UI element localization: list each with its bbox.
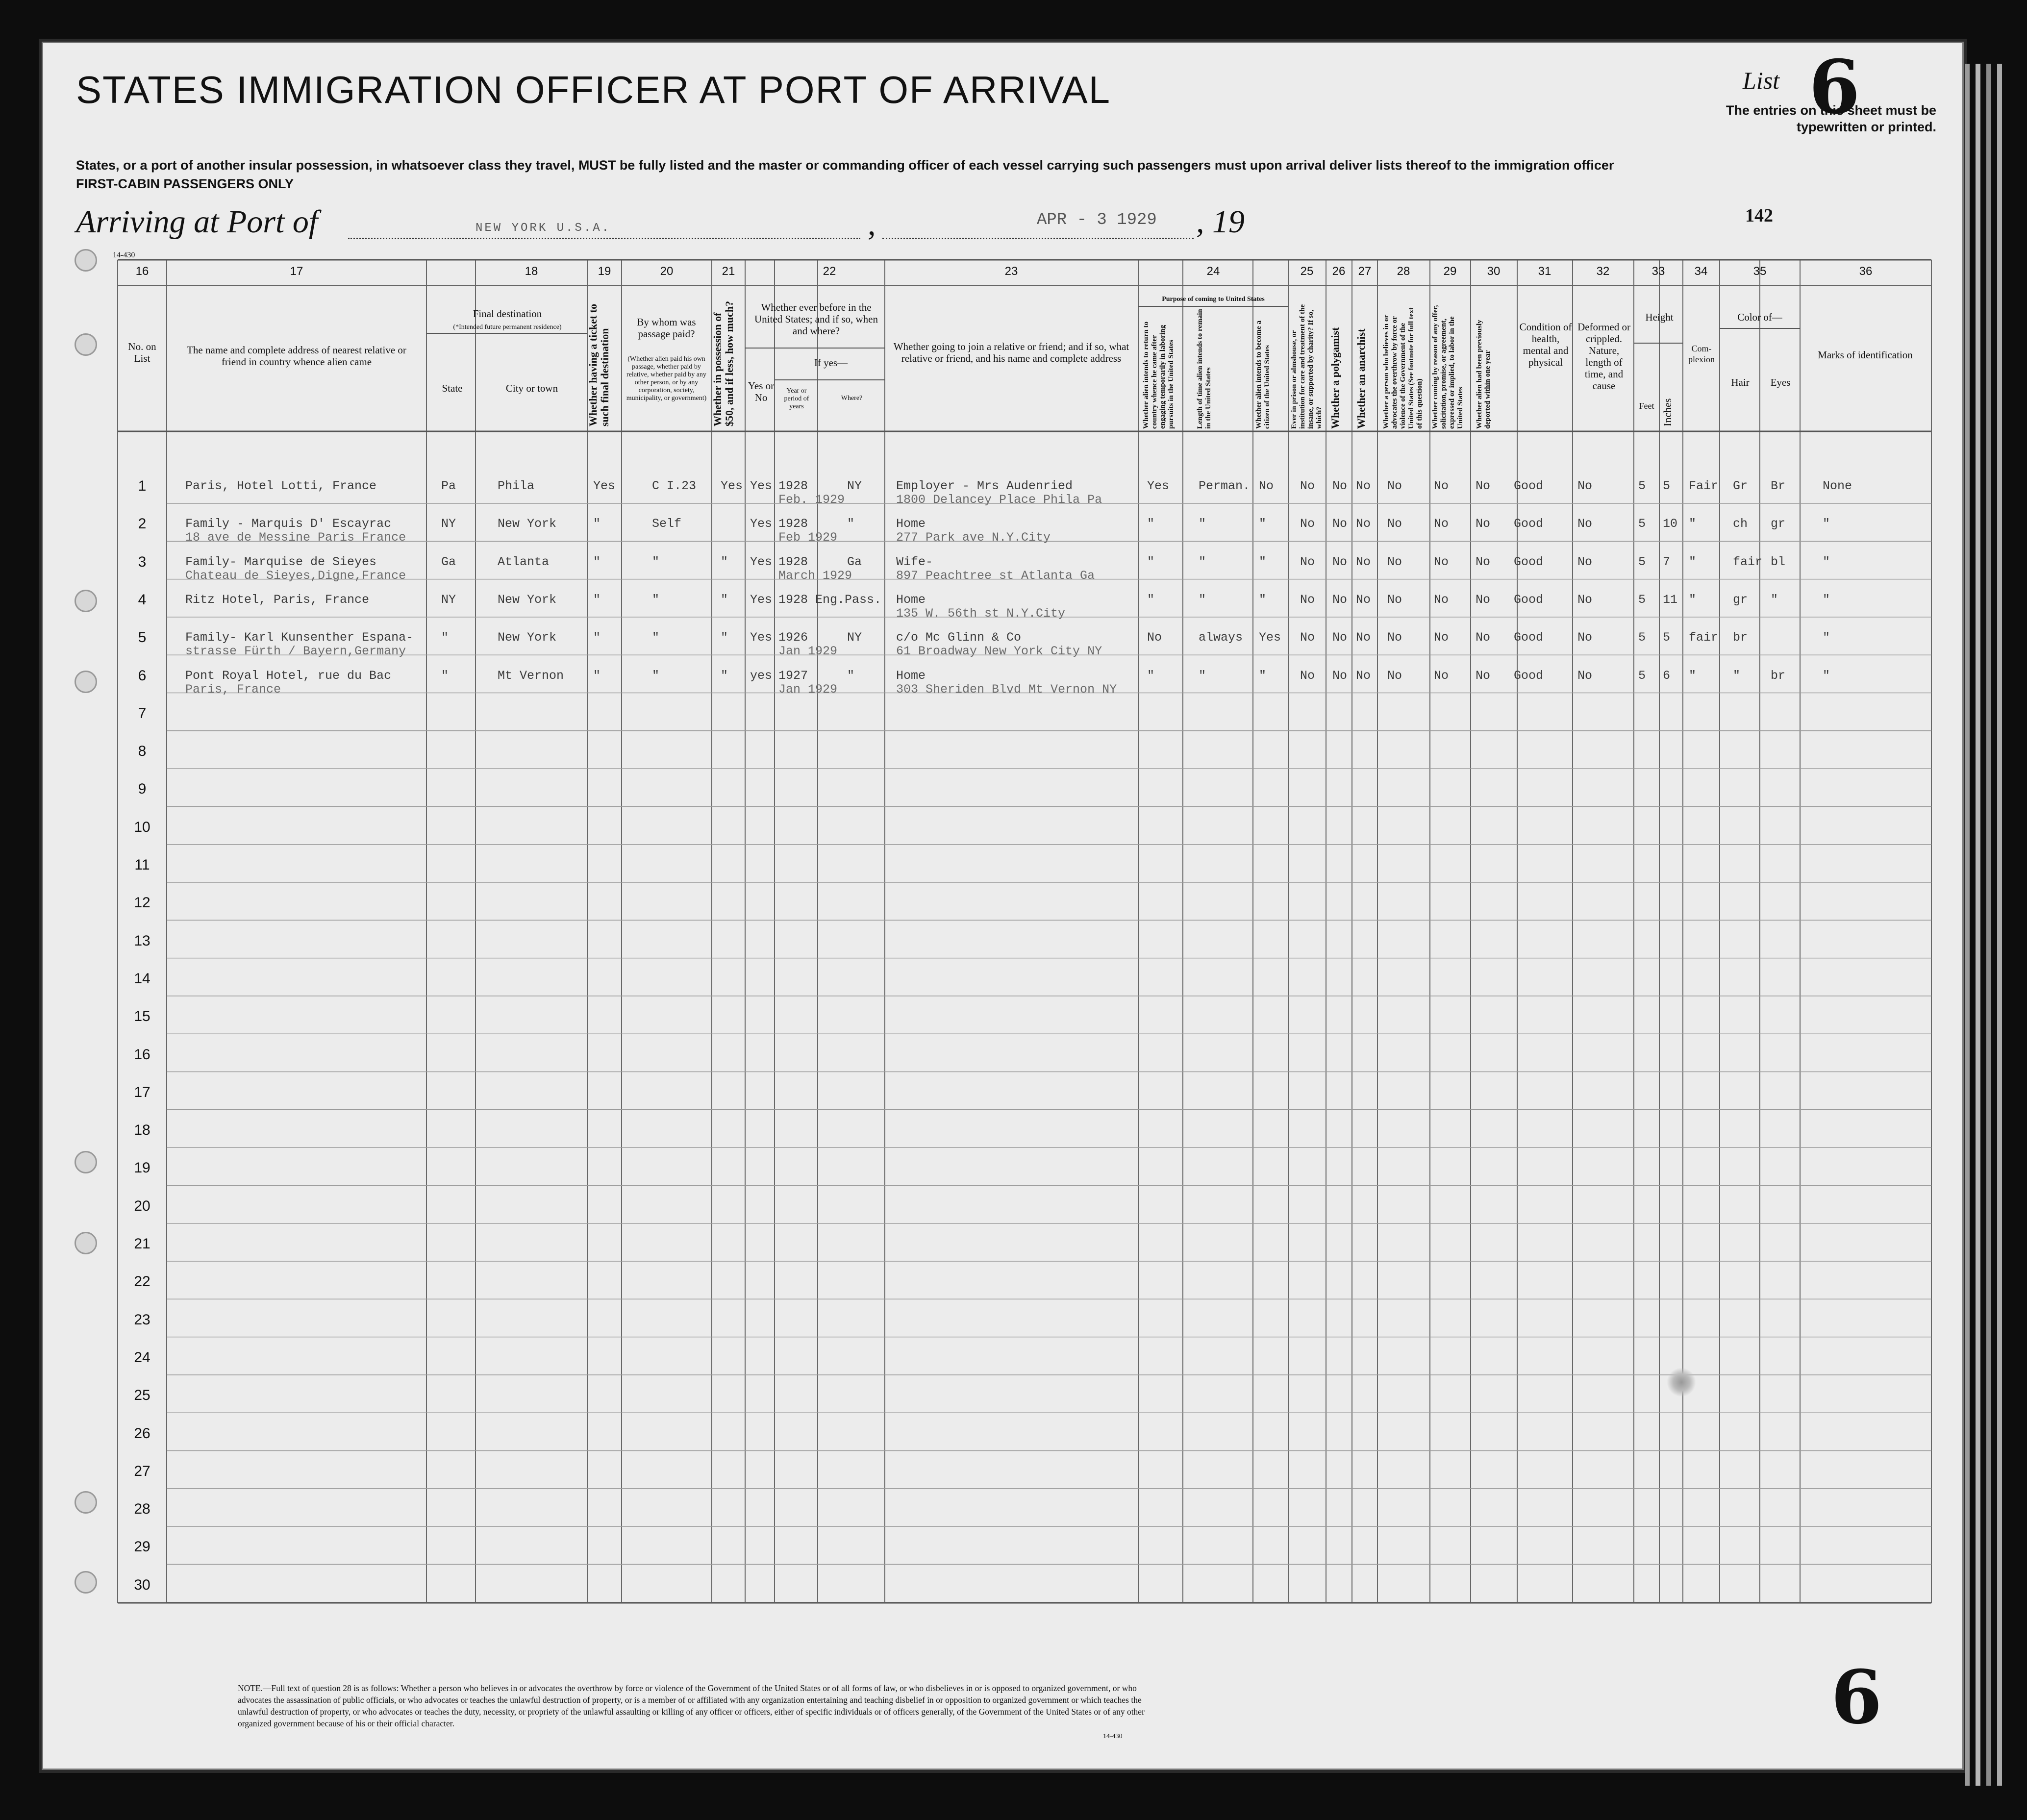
ticket-cell: " xyxy=(593,517,601,531)
header-hair: Hair xyxy=(1731,376,1750,388)
polygamist-cell: No xyxy=(1332,479,1348,493)
header-yes-or-no: Yes or No xyxy=(748,380,775,403)
year-cell: Jan 1929 xyxy=(778,644,838,659)
binder-hole xyxy=(75,671,97,693)
possession-cell: " xyxy=(721,592,728,607)
inches-cell: 7 xyxy=(1663,554,1671,569)
instructions-line: States, or a port of another insular possession, in whatsoever class they travel, MUST be fully listed and the master or commanding officer of each vessel carrying such passengers must upon arrival deliver lists thereof to the immigration officer xyxy=(76,158,1614,173)
complexion-cell: " xyxy=(1689,554,1697,569)
eyes-cell: br xyxy=(1771,668,1786,683)
complexion-cell: fair xyxy=(1689,630,1719,645)
state-cell: " xyxy=(441,630,449,645)
year-prefix: , 19 xyxy=(1196,204,1245,240)
relative-cell: Family- Marquise de Sieyes xyxy=(185,554,377,569)
header-relative: The name and complete address of nearest relative or friend in country whence alien came xyxy=(187,344,406,368)
purpose-citizen-cell: " xyxy=(1259,554,1267,569)
row-number: 14 xyxy=(134,970,150,987)
year-cell: 1928 xyxy=(778,554,808,569)
row-number: 30 xyxy=(134,1576,150,1593)
footnote-code: 14-430 xyxy=(1103,1733,1123,1740)
column-number: 34 xyxy=(1694,265,1708,278)
purpose-citizen-cell: No xyxy=(1259,479,1274,493)
ticket-cell: " xyxy=(593,630,601,645)
header-city: City or town xyxy=(505,382,558,394)
feet-cell: 5 xyxy=(1638,592,1646,607)
header-polygamist: Whether a polygamist xyxy=(1329,327,1341,429)
binder-hole xyxy=(75,1491,97,1514)
column-number: 36 xyxy=(1859,265,1873,278)
eyes-cell: Br xyxy=(1771,479,1786,493)
header-complexion: Com-plexion xyxy=(1688,344,1715,364)
question-30-cell: No xyxy=(1476,592,1491,607)
passage-cell: " xyxy=(652,668,660,683)
prison-cell: No xyxy=(1300,479,1315,493)
polygamist-cell: No xyxy=(1332,554,1348,569)
header-eyes: Eyes xyxy=(1770,376,1791,388)
question-28-cell: No xyxy=(1387,479,1402,493)
deformed-cell: No xyxy=(1577,554,1593,569)
row-number: 22 xyxy=(134,1273,150,1290)
row-number: 21 xyxy=(134,1236,150,1252)
possession-cell: Yes xyxy=(721,479,743,493)
health-cell: Good xyxy=(1514,554,1544,569)
column-number: 29 xyxy=(1443,265,1457,278)
row-number: 7 xyxy=(138,705,147,722)
header-passage: By whom was passage paid? xyxy=(637,316,696,340)
deformed-cell: No xyxy=(1577,630,1593,645)
question-28-cell: No xyxy=(1387,592,1402,607)
column-number: 19 xyxy=(598,265,611,278)
sheet-number: 142 xyxy=(1745,205,1773,226)
where-cell: " xyxy=(847,668,855,683)
question-30-cell: No xyxy=(1476,668,1491,683)
binder-hole xyxy=(75,1571,97,1594)
health-cell: Good xyxy=(1514,668,1544,683)
row-number: 8 xyxy=(138,743,147,760)
column-number: 18 xyxy=(525,265,538,278)
feet-cell: 5 xyxy=(1638,554,1646,569)
question-30-cell: No xyxy=(1476,517,1491,531)
join-relative-cell: Home xyxy=(896,592,926,607)
question-29-cell: No xyxy=(1434,592,1449,607)
entries-note: The entries on this sheet must be typewritten or printed. xyxy=(1726,103,1936,134)
header-color-of: Color of— xyxy=(1737,311,1782,323)
where-cell: NY xyxy=(847,479,862,493)
inches-cell: 5 xyxy=(1663,479,1671,493)
city-cell: Mt Vernon xyxy=(498,668,564,683)
deformed-cell: No xyxy=(1577,517,1593,531)
eyes-cell: gr xyxy=(1771,517,1786,531)
row-number: 10 xyxy=(134,819,150,835)
header-where: Where? xyxy=(841,395,863,402)
arriving-label: Arriving at Port of xyxy=(76,204,318,240)
column-number: 23 xyxy=(1004,265,1018,278)
header-final-destination: Final destination xyxy=(473,308,542,320)
row-number: 29 xyxy=(134,1539,150,1555)
header-year-period: Year or period of years xyxy=(784,387,809,410)
column-number: 24 xyxy=(1206,265,1220,278)
header-purpose-citizen: Whether alien intends to become a citizen of the United States xyxy=(1255,321,1271,429)
passage-cell: " xyxy=(652,630,660,645)
header-join-relative: Whether going to join a relative or friend; and if so, what relative or friend, and his name and complete address xyxy=(893,341,1129,364)
row-number: 16 xyxy=(134,1046,150,1063)
ticket-cell: " xyxy=(593,554,601,569)
column-number: 16 xyxy=(135,265,149,278)
where-cell: " xyxy=(847,517,855,531)
anarchist-cell: No xyxy=(1356,630,1371,645)
relative-cell: Pont Royal Hotel, rue du Bac xyxy=(185,668,392,683)
passage-cell: " xyxy=(652,592,660,607)
question-30-cell: No xyxy=(1476,630,1491,645)
row-number: 25 xyxy=(134,1387,150,1404)
question-28-cell: No xyxy=(1387,668,1402,683)
anarchist-cell: No xyxy=(1356,479,1371,493)
header-question-29: Whether coming by reason of any offer, solicitation, promise, or agreement, expressed or implied, to labor in the United States xyxy=(1431,305,1464,429)
relative-cell: Paris, France xyxy=(185,682,281,697)
polygamist-cell: No xyxy=(1332,630,1348,645)
hair-cell: Gr xyxy=(1733,479,1748,493)
state-cell: Pa xyxy=(441,479,456,493)
column-number: 35 xyxy=(1753,265,1767,278)
row-number: 28 xyxy=(134,1501,150,1518)
possession-cell: " xyxy=(721,668,728,683)
header-question-30: Whether alien had been previously deported within one year xyxy=(1476,320,1492,429)
join-relative-cell: Employer - Mrs Audenried xyxy=(896,479,1073,493)
deformed-cell: No xyxy=(1577,592,1593,607)
relative-cell: Family- Karl Kunsenther Espana- xyxy=(185,630,414,645)
prison-cell: No xyxy=(1300,668,1315,683)
possession-cell: " xyxy=(721,554,728,569)
purpose-length-cell: always xyxy=(1199,630,1243,645)
row-number: 13 xyxy=(134,932,150,949)
passage-cell: C I.23 xyxy=(652,479,697,493)
header-marks: Marks of identification xyxy=(1818,349,1913,361)
city-cell: New York xyxy=(498,517,557,531)
eyes-cell: bl xyxy=(1771,554,1786,569)
column-number: 21 xyxy=(722,265,735,278)
purpose-citizen-cell: " xyxy=(1259,668,1267,683)
inches-cell: 10 xyxy=(1663,517,1678,531)
row-number: 19 xyxy=(134,1160,150,1176)
relative-cell: Paris, Hotel Lotti, France xyxy=(185,479,377,493)
before-yes-no-cell: Yes xyxy=(750,592,773,607)
ticket-cell: " xyxy=(593,592,601,607)
port-value: NEW YORK U.S.A. xyxy=(475,222,611,235)
prison-cell: No xyxy=(1300,554,1315,569)
year-cell: 1928 xyxy=(778,517,808,531)
join-relative-cell: 277 Park ave N.Y.City xyxy=(896,530,1051,545)
purpose-length-cell: Perman. xyxy=(1199,479,1251,493)
polygamist-cell: No xyxy=(1332,592,1348,607)
row-number: 23 xyxy=(134,1311,150,1328)
column-number: 28 xyxy=(1397,265,1410,278)
question-29-cell: No xyxy=(1434,668,1449,683)
before-yes-no-cell: yes xyxy=(750,668,773,683)
header-passage-note: (Whether alien paid his own passage, whether paid by relative, whether paid by any other person, or by any corporation, society, municipality, or government) xyxy=(626,355,707,402)
health-cell: Good xyxy=(1514,630,1544,645)
possession-cell: " xyxy=(721,630,728,645)
year-cell: Feb 1929 xyxy=(778,530,838,545)
health-cell: Good xyxy=(1514,479,1544,493)
row-number: 4 xyxy=(138,591,147,608)
header-feet: Feet xyxy=(1639,401,1654,411)
row-number: 11 xyxy=(134,857,150,873)
footnote: NOTE.—Full text of question 28 is as follows: Whether a person who believes in or advocates the overthrow by force or violence of the Government of the United States or of all forms of law, or who disbelieves in or is opposed to organized government, or who advocates the assassination of public officials, or who advocates or teaches the unlawful destruction of property, or is a member of or affiliated with any organization entertaining and teaching disbelief in or opposition to organized government or which teaches the unlawful destruction of property, or who advocates or teaches the duty, necessity, or propriety of the unlawful assaulting or killing of any officer or officers, either of specific individuals or of officers generally, of the Government of the United States or of any other organized government because of his or their official character. xyxy=(238,1683,1145,1728)
header-height: Height xyxy=(1645,311,1674,323)
marks-cell: None xyxy=(1823,479,1852,493)
header-no-on-list: No. on List xyxy=(128,341,156,364)
where-cell: Ga xyxy=(847,554,862,569)
inches-cell: 6 xyxy=(1663,668,1671,683)
purpose-length-cell: " xyxy=(1199,517,1206,531)
row-number: 6 xyxy=(138,667,147,684)
prison-cell: No xyxy=(1300,592,1315,607)
relative-cell: strasse Fürth / Bayern,Germany xyxy=(185,644,406,659)
feet-cell: 5 xyxy=(1638,517,1646,531)
header-prison: Ever in prison or almshouse, or institution for care and treatment of the insane, or supported by charity? If so, which? xyxy=(1290,304,1323,429)
list-number: 6 xyxy=(1809,44,1860,130)
inches-cell: 5 xyxy=(1663,630,1671,645)
question-28-cell: No xyxy=(1387,517,1402,531)
polygamist-cell: No xyxy=(1332,668,1348,683)
state-cell: " xyxy=(441,668,449,683)
ticket-cell: Yes xyxy=(593,479,616,493)
row-number: 20 xyxy=(134,1197,150,1214)
column-number: 31 xyxy=(1538,265,1552,278)
year-cell: Jan 1929 xyxy=(778,682,838,697)
column-number: 20 xyxy=(660,265,674,278)
feet-cell: 5 xyxy=(1638,479,1646,493)
purpose-return-cell: " xyxy=(1147,592,1155,607)
row-number: 5 xyxy=(138,629,147,646)
join-relative-cell: Wife- xyxy=(896,554,933,569)
before-yes-no-cell: Yes xyxy=(750,517,773,531)
class-line: FIRST-CABIN PASSENGERS ONLY xyxy=(76,176,294,191)
purpose-length-cell: " xyxy=(1199,668,1206,683)
feet-cell: 5 xyxy=(1638,630,1646,645)
ink-smudge xyxy=(1667,1368,1696,1397)
marks-cell: " xyxy=(1823,630,1830,645)
hair-cell: gr xyxy=(1733,592,1748,607)
purpose-return-cell: " xyxy=(1147,554,1155,569)
health-cell: Good xyxy=(1514,517,1544,531)
question-29-cell: No xyxy=(1434,554,1449,569)
header-inches: Inches xyxy=(1661,398,1674,426)
year-cell: 1927 xyxy=(778,668,808,683)
prison-cell: No xyxy=(1300,630,1315,645)
join-relative-cell: 135 W. 56th st N.Y.City xyxy=(896,606,1066,621)
marks-cell: " xyxy=(1823,592,1830,607)
header-deformed: Deformed or crippled. Nature, length of time, and cause xyxy=(1577,321,1630,392)
state-cell: Ga xyxy=(441,554,456,569)
complexion-cell: " xyxy=(1689,517,1697,531)
row-number: 26 xyxy=(134,1425,150,1442)
relative-cell: 18 ave de Messine Paris France xyxy=(185,530,406,545)
column-number: 25 xyxy=(1300,265,1314,278)
hair-cell: br xyxy=(1733,630,1748,645)
header-purpose-length: Length of time alien intends to remain in the United States xyxy=(1196,309,1212,429)
relative-cell: Family - Marquis D' Escayrac xyxy=(185,517,392,531)
header-ever-before: Whether ever before in the United States; and if so, when and where? xyxy=(754,301,878,337)
bottom-list-number: 6 xyxy=(1831,1654,1882,1741)
hair-cell: fair xyxy=(1733,554,1763,569)
header-purpose-return: Whether alien intends to return to country whence he came after engaging temporarily in laboring pursuits in the United States xyxy=(1142,321,1175,429)
column-number: 30 xyxy=(1487,265,1501,278)
question-29-cell: No xyxy=(1434,630,1449,645)
header-anarchist: Whether an anarchist xyxy=(1355,328,1367,429)
feet-cell: 5 xyxy=(1638,668,1646,683)
row-number: 1 xyxy=(138,478,147,494)
column-number: 26 xyxy=(1332,265,1346,278)
state-cell: NY xyxy=(441,592,456,607)
question-29-cell: No xyxy=(1434,479,1449,493)
column-number: 27 xyxy=(1358,265,1372,278)
list-label: List xyxy=(1743,67,1780,94)
purpose-citizen-cell: Yes xyxy=(1259,630,1281,645)
column-number: 32 xyxy=(1596,265,1610,278)
question-30-cell: No xyxy=(1476,479,1491,493)
city-cell: New York xyxy=(498,592,557,607)
marks-cell: " xyxy=(1823,517,1830,531)
before-yes-no-cell: Yes xyxy=(750,630,773,645)
row-number: 12 xyxy=(134,895,150,911)
join-relative-cell: 61 Broadway New York City NY xyxy=(896,644,1102,659)
anarchist-cell: No xyxy=(1356,668,1371,683)
complexion-cell: " xyxy=(1689,592,1697,607)
year-cell: Feb. 1929 xyxy=(778,493,845,507)
binder-hole xyxy=(75,1151,97,1173)
deformed-cell: No xyxy=(1577,479,1593,493)
where-cell: NY xyxy=(847,630,862,645)
purpose-citizen-cell: " xyxy=(1259,592,1267,607)
header-question-28: Whether a person who believes in or advocates the overthrow by force or violence of the Government of the United States (See footnote for full text of this question) xyxy=(1382,307,1424,429)
binder-hole xyxy=(75,249,97,272)
purpose-length-cell: " xyxy=(1199,592,1206,607)
join-relative-cell: 303 Sheriden Blvd Mt Vernon NY xyxy=(896,682,1117,697)
ticket-cell: " xyxy=(593,668,601,683)
row-number: 27 xyxy=(134,1463,150,1479)
column-number: 33 xyxy=(1652,265,1665,278)
purpose-length-cell: " xyxy=(1199,554,1206,569)
city-cell: New York xyxy=(498,630,557,645)
comma: , xyxy=(868,206,876,242)
relative-cell: Chateau de Sieyes,Digne,France xyxy=(185,568,406,583)
inches-cell: 11 xyxy=(1663,592,1678,607)
state-cell: NY xyxy=(441,517,456,531)
passage-cell: Self xyxy=(652,517,682,531)
column-number: 22 xyxy=(823,265,836,278)
city-cell: Atlanta xyxy=(498,554,550,569)
purpose-return-cell: " xyxy=(1147,517,1155,531)
purpose-citizen-cell: " xyxy=(1259,517,1267,531)
join-relative-cell: 897 Peachtree st Atlanta Ga xyxy=(896,568,1095,583)
before-yes-no-cell: Yes xyxy=(750,479,773,493)
header-ticket: Whether having a ticket to such final destination xyxy=(587,303,611,426)
header-if-yes: If yes— xyxy=(814,357,848,369)
header-purpose: Purpose of coming to United States xyxy=(1162,296,1265,303)
question-30-cell: No xyxy=(1476,554,1491,569)
polygamist-cell: No xyxy=(1332,517,1348,531)
binder-hole xyxy=(75,1232,97,1254)
date-stamp: APR - 3 1929 xyxy=(1037,211,1157,229)
purpose-return-cell: No xyxy=(1147,630,1162,645)
row-number: 9 xyxy=(138,781,147,798)
row-number: 18 xyxy=(134,1122,150,1139)
page-title: STATES IMMIGRATION OFFICER AT PORT OF ARRIVAL xyxy=(76,68,1111,111)
form-number: 14-430 xyxy=(113,251,135,259)
prison-cell: No xyxy=(1300,517,1315,531)
row-number: 3 xyxy=(138,553,147,570)
row-number: 15 xyxy=(134,1008,150,1025)
header-condition: Condition of health, mental and physical xyxy=(1519,321,1572,368)
header-final-destination-note: (*Intended future permanent residence) xyxy=(453,324,562,331)
question-28-cell: No xyxy=(1387,554,1402,569)
year-cell: 1926 xyxy=(778,630,808,645)
complexion-cell: Fair xyxy=(1689,479,1719,493)
relative-cell: Ritz Hotel, Paris, France xyxy=(185,592,370,607)
hair-cell: ch xyxy=(1733,517,1748,531)
city-cell: Phila xyxy=(498,479,535,493)
binder-hole xyxy=(75,590,97,612)
row-number: 2 xyxy=(138,516,147,532)
anarchist-cell: No xyxy=(1356,517,1371,531)
purpose-return-cell: Yes xyxy=(1147,479,1170,493)
join-relative-cell: Home xyxy=(896,668,926,683)
marks-cell: " xyxy=(1823,554,1830,569)
deformed-cell: No xyxy=(1577,668,1593,683)
binder-hole xyxy=(75,333,97,356)
anarchist-cell: No xyxy=(1356,592,1371,607)
row-number: 24 xyxy=(134,1349,150,1366)
header-possession: Whether in possession of $50, and if less, how much? xyxy=(711,300,735,426)
year-cell: 1928 Eng.Pass. xyxy=(778,592,882,607)
complexion-cell: " xyxy=(1689,668,1697,683)
passage-cell: " xyxy=(652,554,660,569)
join-relative-cell: c/o Mc Glinn & Co xyxy=(896,630,1022,645)
join-relative-cell: Home xyxy=(896,517,926,531)
year-cell: 1928 xyxy=(778,479,808,493)
purpose-return-cell: " xyxy=(1147,668,1155,683)
year-cell: March 1929 xyxy=(778,568,852,583)
health-cell: Good xyxy=(1514,592,1544,607)
header-state: State xyxy=(442,382,463,394)
question-28-cell: No xyxy=(1387,630,1402,645)
question-29-cell: No xyxy=(1434,517,1449,531)
marks-cell: " xyxy=(1823,668,1830,683)
row-number: 17 xyxy=(134,1084,150,1100)
anarchist-cell: No xyxy=(1356,554,1371,569)
before-yes-no-cell: Yes xyxy=(750,554,773,569)
eyes-cell: " xyxy=(1771,592,1778,607)
column-number: 17 xyxy=(290,265,303,278)
join-relative-cell: 1800 Delancey Place Phila Pa xyxy=(896,493,1102,507)
hair-cell: " xyxy=(1733,668,1741,683)
